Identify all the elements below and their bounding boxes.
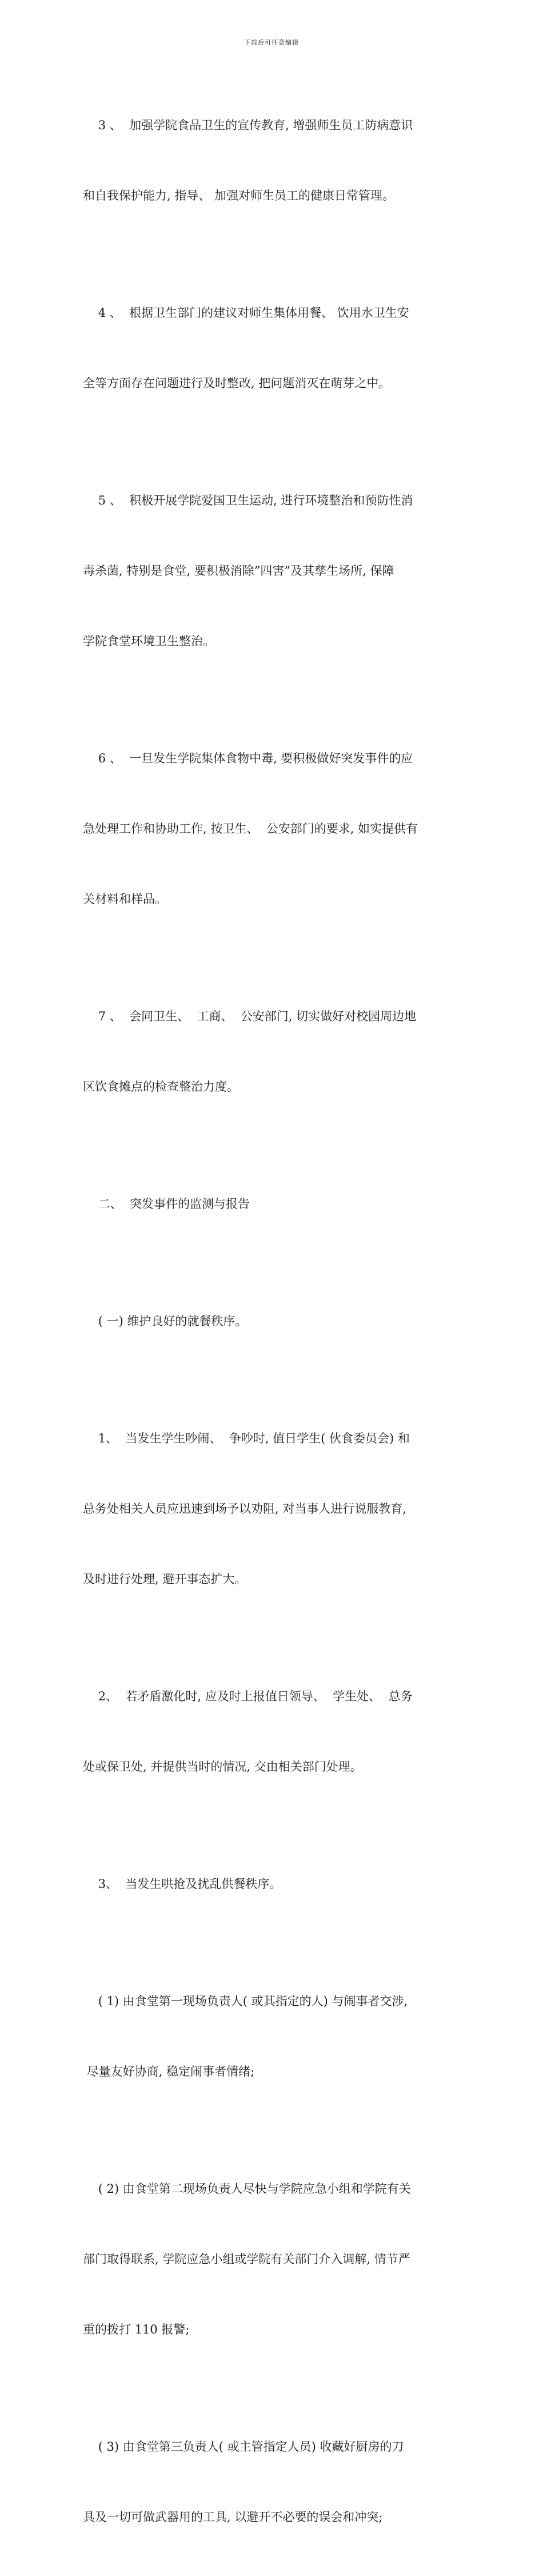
text-line: 3 、 加强学院食品卫生的宣传教育, 增强师生员工防病意识 — [83, 118, 413, 132]
paragraph-item-7 — [83, 958, 472, 1146]
text-line: 5 、 积极开展学院爱国卫生运动, 进行环境整治和预防性消 — [83, 494, 413, 507]
text-line: 二、 突发事件的监测与报告 — [83, 1197, 250, 1211]
text-line: 区饮食摊点的检查整治力度。 — [83, 1080, 239, 1094]
text-line: 处或保卫处, 并提供当时的情况, 交由相关部门处理。 — [83, 1760, 362, 1774]
text-line: 和自我保护能力, 指导、 加强对师生员工的健康日常管理。 — [83, 189, 395, 202]
text-line: 急处理工作和协助工作, 按卫生、 公安部门的要求, 如实提供有 — [83, 822, 418, 836]
paragraph-item-4 — [83, 255, 472, 442]
paragraph-step-2 — [83, 2130, 472, 2388]
paragraph-sub-item-2 — [83, 1638, 472, 1826]
paragraph-sub-item-1 — [83, 1380, 472, 1638]
text-line: 1、 当发生学生吵闹、 争吵时, 值日学生( 伙食委员会) 和 — [83, 1432, 410, 1445]
page-header: 下载后可任意编辑 — [244, 39, 299, 46]
paragraph-step-1 — [83, 1943, 472, 2130]
text-line: 7 、 会同卫生、 工商、 公安部门, 切实做好对校园周边地 — [83, 1009, 417, 1023]
paragraph-item-5 — [83, 442, 472, 700]
text-line: ( 2) 由食堂第二现场负责人尽快与学院应急小组和学院有关 — [83, 2182, 411, 2196]
text-line: ( 一) 维护良好的就餐秩序。 — [83, 1314, 247, 1328]
text-line: 重的拨打 110 报警; — [83, 2323, 190, 2336]
document-body — [83, 67, 472, 2576]
text-line: 总务处相关人员应迅速到场予以劝阻, 对当事人进行说服教育, — [83, 1502, 407, 1516]
paragraph-item-3 — [83, 67, 472, 255]
text-line: 3、 当发生哄抢及扰乱供餐秩序。 — [83, 1877, 282, 1891]
subsection-heading-1 — [83, 1263, 472, 1380]
text-line: 全等方面存在问题进行及时整改, 把问题消灭在萌芽之中。 — [83, 376, 391, 390]
text-line: 关材料和样品。 — [83, 892, 167, 906]
text-line: 尽量友好协商, 稳定闹事者情绪; — [83, 2065, 255, 2078]
text-line: 部门取得联系, 学院应急小组或学院有关部门介入调解, 情节严 — [83, 2252, 410, 2266]
text-line: 毒杀菌, 特别是食堂, 要积极消除”四害”及其孳生场所, 保障 — [83, 564, 394, 578]
text-line: 及时进行处理, 避开事态扩大。 — [83, 1572, 247, 1586]
text-line: 4 、 根据卫生部门的建议对师生集体用餐、 饮用水卫生安 — [83, 306, 409, 320]
paragraph-sub-item-3 — [83, 1826, 472, 1943]
text-line: 2、 若矛盾激化时, 应及时上报值日领导、 学生处、 总务 — [83, 1689, 413, 1703]
text-line: 学院食堂环境卫生整治。 — [83, 634, 215, 648]
text-line: ( 1) 由食堂第一现场负责人( 或其指定的人) 与闹事者交涉, — [83, 1994, 408, 2008]
text-line: ( 3) 由食堂第三负责人( 或主管指定人员) 收藏好厨房的刀 — [83, 2440, 404, 2454]
text-line: 6 、 一旦发生学院集体食物中毒, 要积极做好突发事件的应 — [83, 752, 413, 765]
section-heading-2 — [83, 1146, 472, 1263]
paragraph-step-3 — [83, 2388, 472, 2576]
text-line: 具及一切可做武器用的工具, 以避开不必要的误会和冲突; — [83, 2510, 383, 2524]
paragraph-item-6 — [83, 700, 472, 958]
